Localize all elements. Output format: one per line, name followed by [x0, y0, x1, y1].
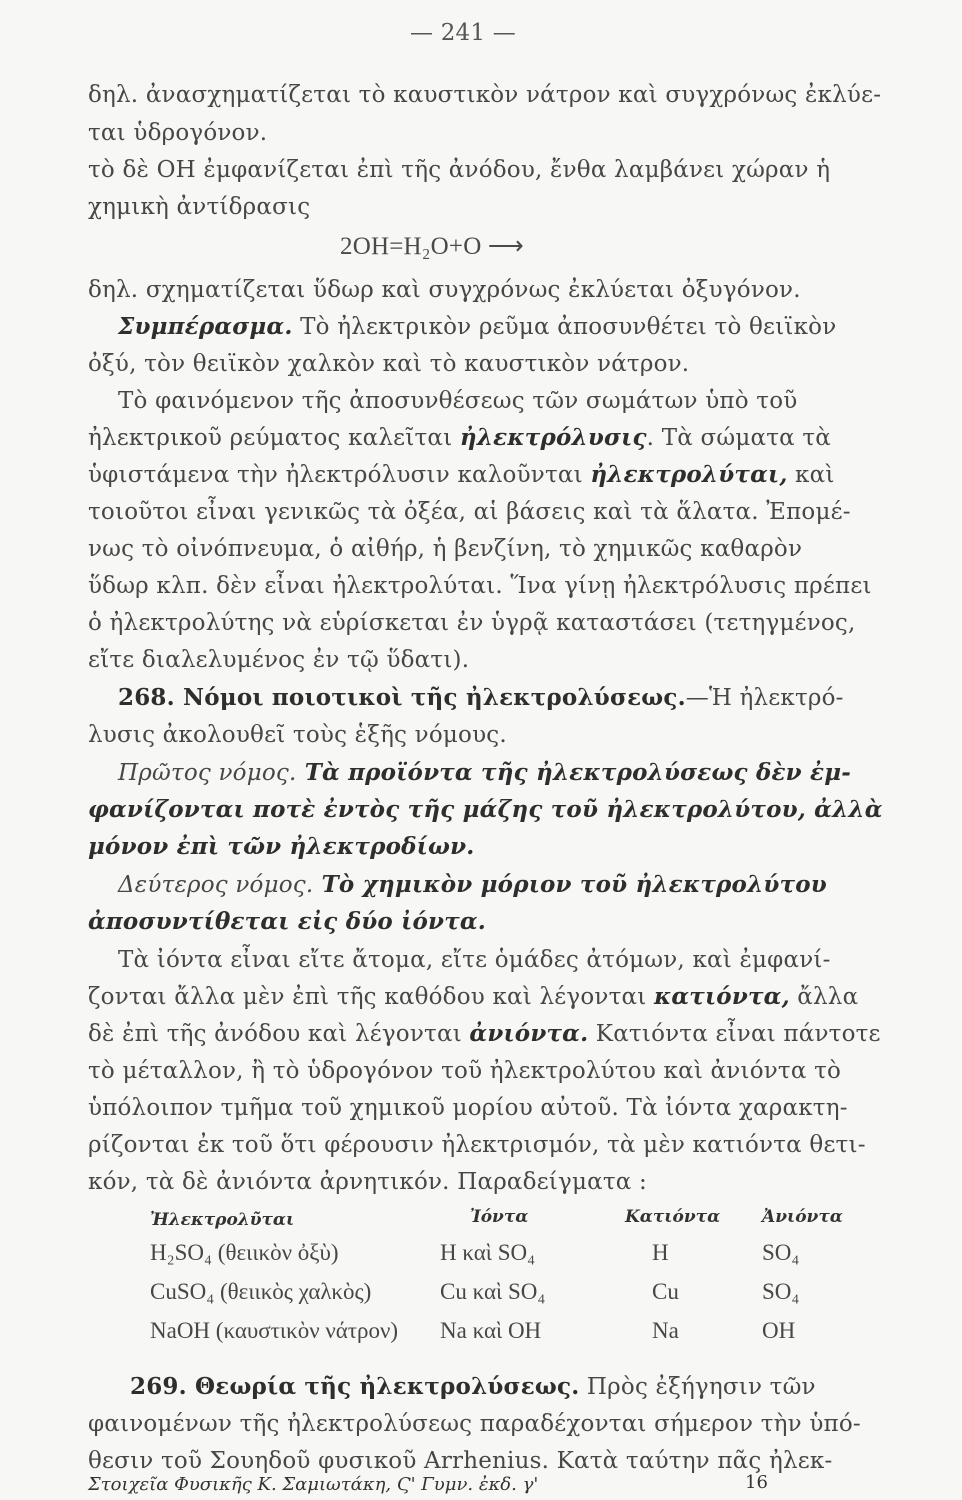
term-anions: ἀνιόντα.	[469, 1020, 589, 1047]
text-line: Τὸ φαινόμενον τῆς ἀποσυνθέσεως τῶν σωμάτων ὑπὸ τοῦ	[118, 388, 798, 414]
text-line	[88, 1019, 881, 1049]
law-1-label: Πρῶτος νόμος.	[118, 760, 297, 786]
table-cell: Na καὶ OH	[440, 1318, 542, 1343]
term-electrolysis: ἠλεκτρόλυσις	[459, 424, 647, 451]
text-line: εἴτε διαλελυμένος ἐν τῷ ὕδατι).	[88, 647, 470, 673]
section-268-heading: 268. Νόμοι ποιοτικοὶ τῆς ἠλεκτρολύσεως.	[118, 684, 686, 711]
table-cell: SO₄	[762, 1240, 800, 1265]
law-2-text: Τὸ χημικὸν μόριον τοῦ ἠλεκτρολύτου	[313, 871, 827, 898]
text-line: θεσιν τοῦ Σουηδοῦ φυσικοῦ Arrhenius. Κατὰ ταύτην πᾶς ἠλεκ-	[88, 1448, 833, 1474]
section-269-line	[130, 1372, 816, 1402]
text-span: Κατιόντα εἶναι πάντοτε	[588, 1021, 881, 1047]
text-line: τὸ δὲ ΟΗ ἐμφανίζεται ἐπὶ τῆς ἀνόδου, ἔνθα λαμβάνει χώραν ἡ	[88, 157, 831, 183]
table-cell: OH	[762, 1318, 796, 1343]
text-span: καὶ	[787, 462, 835, 488]
text-line: δηλ. σχηματίζεται ὕδωρ καὶ συγχρόνως ἐκλύεται ὀξυγόνον.	[88, 277, 801, 303]
text-span: ζονται ἄλλα μὲν ἐπὶ τῆς καθόδου καὶ λέγονται	[88, 984, 654, 1010]
conclusion-text: Τὸ ἠλεκτρικὸν ρεῦμα ἀποσυνθέτει τὸ θειϊκὸν	[292, 314, 837, 340]
text-line: ὕδωρ κλπ. δὲν εἶναι ἠλεκτρολύται. Ἵνα γίνῃ ἠλεκτρόλυσις πρέπει	[88, 573, 872, 599]
text-line: ὑπόλοιπον τμῆμα τοῦ χημικοῦ μορίου αὐτοῦ. Τὰ ἰόντα χαρακτη-	[88, 1095, 848, 1121]
text-line: ται ὑδρογόνον.	[88, 120, 268, 146]
text-line: τοιοῦτοι εἶναι γενικῶς τὰ ὀξέα, αἱ βάσεις καὶ τὰ ἅλατα. Ἐπομέ-	[88, 499, 851, 525]
text-line: χημικὴ ἀντίδρασις	[88, 194, 311, 220]
text-line: λυσις ἀκολουθεῖ τοὺς ἑξῆς νόμους.	[88, 722, 507, 748]
term-electrolytes: ἠλεκτρολύται,	[590, 461, 788, 488]
section-268-line	[118, 683, 844, 713]
section-269-heading: 269. Θεωρία τῆς ἠλεκτρολύσεως.	[130, 1373, 580, 1400]
text-line	[88, 982, 858, 1012]
text-line: ὀξύ, τὸν θειϊκὸν χαλκὸν καὶ τὸ καυστικὸν νάτρον.	[88, 351, 690, 377]
conclusion-label: Συμπέρασμα.	[118, 313, 293, 340]
text-line: νως τὸ οἰνόπνευμα, ὁ αἰθήρ, ἡ βενζίνη, τὸ χημικῶς καθαρὸν	[88, 536, 803, 562]
table-cell: Na	[652, 1318, 679, 1343]
text-span: ὑφιστάμενα τὴν ἠλεκτρόλυσιν καλοῦνται	[88, 462, 591, 488]
table-cell: CuSO₄ (θειικὸς χαλκὸς)	[150, 1279, 372, 1304]
table-cell: NaOH (καυστικὸν νάτρον)	[150, 1318, 399, 1343]
table-header-cations: Κατιόντα	[625, 1207, 721, 1227]
law-2-line: ἀποσυντίθεται εἰς δύο ἰόντα.	[88, 908, 486, 935]
term-cations: κατιόντα,	[653, 983, 790, 1010]
table-header-electrolytes: Ἠλεκτρολῦται	[150, 1210, 295, 1230]
text-line	[88, 423, 831, 453]
conclusion-line	[118, 312, 836, 342]
law-2-line	[118, 870, 827, 900]
footer-sheet-number: 16	[745, 1472, 768, 1493]
table-header-ions: Ἰόντα	[470, 1207, 529, 1227]
chemical-equation: 2ΟΗ=Η₂Ο+Ο ⟶	[340, 233, 524, 260]
text-line	[88, 460, 835, 490]
text-span: δὲ ἐπὶ τῆς ἀνόδου καὶ λέγονται	[88, 1021, 470, 1047]
table-cell: Cu καὶ SO₄	[440, 1279, 546, 1304]
text-line: κόν, τὰ δὲ ἀνιόντα ἀρνητικόν. Παραδείγματα :	[88, 1169, 647, 1195]
table-cell: SO₄	[762, 1279, 800, 1304]
page-number: — 241 —	[410, 20, 516, 46]
table-header-anions: Ἀνιόντα	[762, 1207, 843, 1227]
text-span: ἠλεκτρικοῦ ρεύματος καλεῖται	[88, 425, 460, 451]
footer-book-title: Στοιχεῖα Φυσικῆς Κ. Σαμιωτάκη, Ϛ' Γυμν. ἐκδ. γ'	[88, 1474, 539, 1495]
table-cell: Cu	[652, 1279, 679, 1304]
text-line: δηλ. ἀνασχηματίζεται τὸ καυστικὸν νάτρον καὶ συγχρόνως ἐκλύε-	[88, 82, 882, 108]
text-span: Πρὸς ἐξήγησιν τῶν	[579, 1374, 816, 1400]
table-cell: H καὶ SO₄	[440, 1240, 536, 1265]
text-line: τὸ μέταλλον, ἢ τὸ ὑδρογόνον τοῦ ἠλεκτρολύτου καὶ ἀνιόντα τὸ	[88, 1058, 842, 1084]
table-cell: H₂SO₄ (θειικὸν ὀξὺ)	[150, 1240, 339, 1265]
law-1-text: Τὰ προϊόντα τῆς ἠλεκτρολύσεως δὲν ἐμ-	[296, 759, 852, 786]
law-1-line: φανίζονται ποτὲ ἐντὸς τῆς μάζης τοῦ ἠλεκτρολύτου, ἀλλὰ	[88, 796, 883, 823]
text-line: φαινομένων τῆς ἠλεκτρολύσεως παραδέχονται σήμερον τὴν ὑπό-	[88, 1411, 861, 1437]
text-span: . Τὰ σώματα τὰ	[646, 425, 832, 451]
text-span: ἄλλα	[789, 984, 859, 1010]
table-cell: H	[652, 1240, 669, 1265]
text-span: —Ἡ ἠλεκτρό-	[685, 685, 844, 711]
law-1-line: μόνον ἐπὶ τῶν ἠλεκτροδίων.	[88, 833, 475, 860]
text-line: ὁ ἠλεκτρολύτης νὰ εὑρίσκεται ἐν ὑγρᾷ καταστάσει (τετηγμένος,	[88, 610, 856, 636]
text-line: Τὰ ἰόντα εἶναι εἴτε ἄτομα, εἴτε ὁμάδες ἀτόμων, καὶ ἐμφανί-	[118, 947, 831, 973]
law-1-line	[118, 758, 851, 788]
text-line: ρίζονται ἐκ τοῦ ὅτι φέρουσιν ἠλεκτρισμόν, τὰ μὲν κατιόντα θετι-	[88, 1132, 866, 1158]
law-2-label: Δεύτερος νόμος.	[118, 872, 314, 898]
